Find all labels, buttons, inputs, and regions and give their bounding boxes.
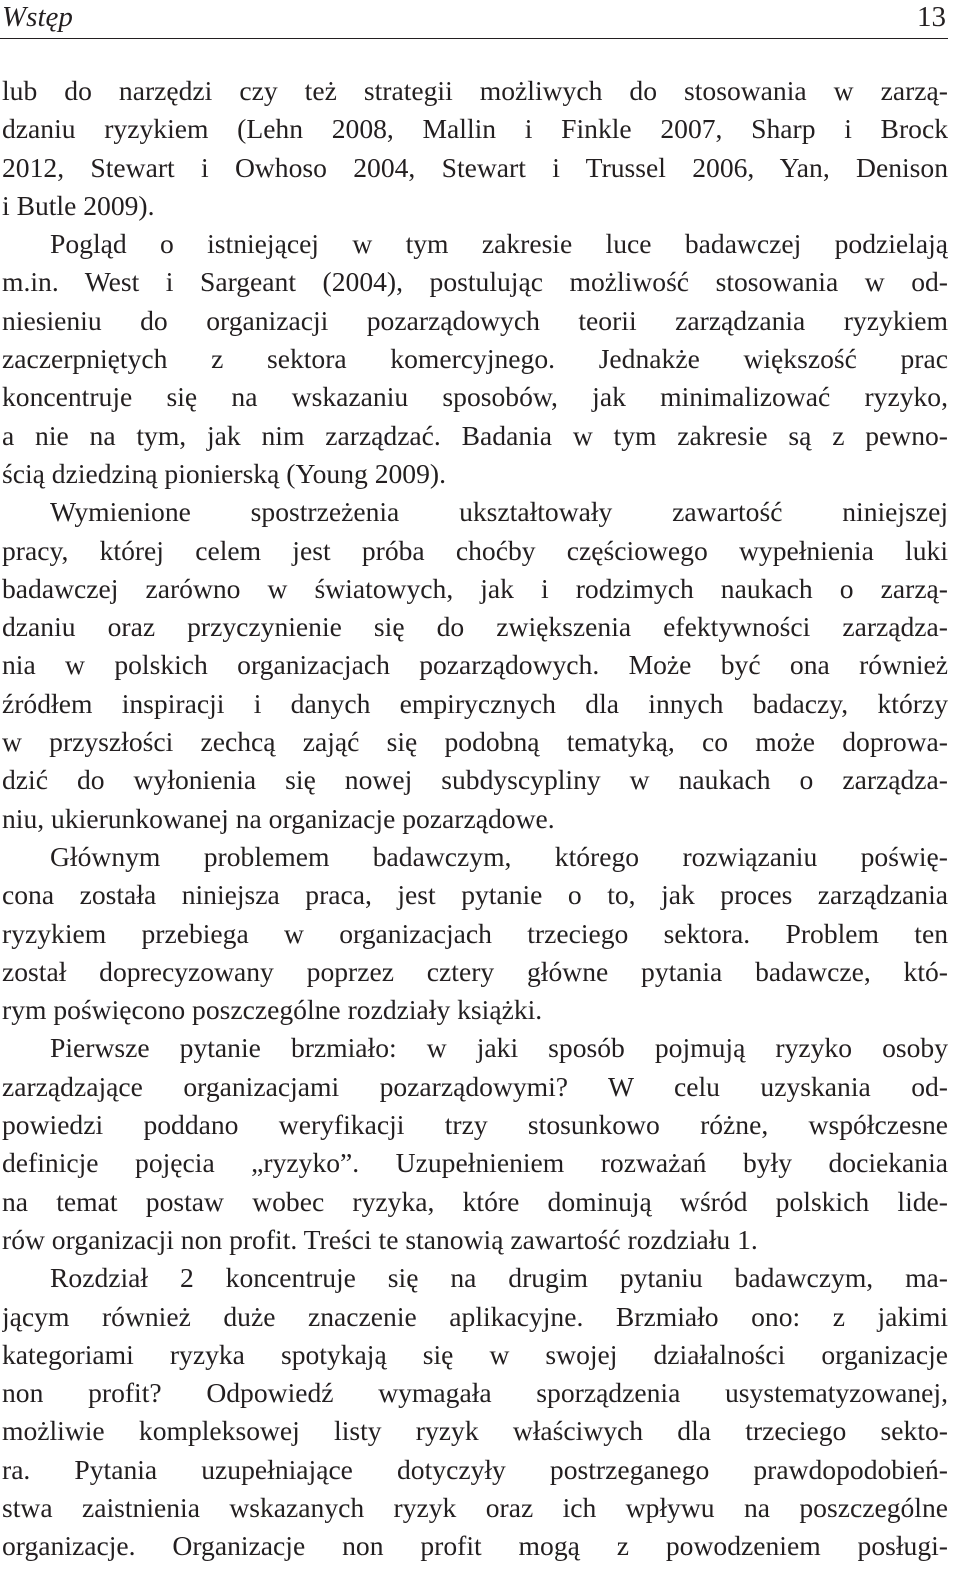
text-line: został doprecyzowany poprzez cztery główne pytania badawcze, któ- (2, 955, 948, 987)
text-line: organizacje. Organizacje non profit mogą z powodzeniem posługi- (2, 1530, 948, 1562)
text-line: ścią dziedziną pionierską (Young 2009). (2, 457, 446, 489)
body-text (2, 72, 948, 1566)
text-line: lub do narzędzi czy też strategii możliwych do stosowania w zarzą- (2, 75, 948, 106)
text-line: ra. Pytania uzupełniające dotyczyły postrzeganego prawdopodobień- (2, 1453, 948, 1485)
text-line: na temat postaw wobec ryzyka, które dominują wśród polskich lide- (2, 1185, 948, 1217)
text-line: m.in. West i Sargeant (2004), postulując możliwość stosowania w od- (2, 266, 948, 298)
text-line: i Butle 2009). (2, 189, 155, 221)
running-header (0, 0, 948, 39)
text-line: możliwie kompleksowej listy ryzyk właściwych dla trzeciego sekto- (2, 1415, 948, 1447)
text-line: rów organizacji non profit. Treści te stanowią zawartość rozdziału 1. (2, 1223, 758, 1255)
text-line: Wymienione spostrzeżenia ukształtowały zawartość niniejszej (50, 496, 948, 528)
text-line: jącym również duże znaczenie aplikacyjne. Brzmiało ono: z jakimi (2, 1300, 948, 1332)
text-line: kategoriami ryzyka spotykają się w swojej działalności organizacje (2, 1338, 948, 1370)
text-line: nia w polskich organizacjach pozarządowych. Może być ona również (2, 649, 948, 681)
text-line: cona została niniejsza praca, jest pytanie o to, jak proces zarządzania (2, 879, 948, 911)
text-line: 2012, Stewart i Owhoso 2004, Stewart i Trussel 2006, Yan, Denison (2, 151, 948, 183)
text-line: pracy, której celem jest próba choćby częściowego wypełnienia luki (2, 534, 948, 566)
text-line: niesieniu do organizacji pozarządowych teorii zarządzania ryzykiem (2, 304, 948, 336)
text-line: Pogląd o istniejącej w tym zakresie luce badawczej podzielają (50, 228, 948, 260)
text-line: Pierwsze pytanie brzmiało: w jaki sposób pojmują ryzyko osoby (50, 1032, 948, 1064)
text-line: non profit? Odpowiedź wymagała sporządzenia usystematyzowanej, (2, 1377, 948, 1409)
text-line: rym poświęcono poszczególne rozdziały książki. (2, 994, 543, 1026)
text-line: Rozdział 2 koncentruje się na drugim pytaniu badawczym, ma- (50, 1262, 948, 1294)
text-line: dzaniu oraz przyczynienie się do zwiększenia efektywności zarządza- (2, 611, 948, 643)
text-line: niu, ukierunkowanej na organizacje pozarządowe. (2, 802, 555, 834)
text-line: stwa zaistnienia wskazanych ryzyk oraz ich wpływu na poszczególne (2, 1491, 948, 1523)
text-line: definicje pojęcia „ryzyko”. Uzupełnieniem rozważań były dociekania (2, 1147, 948, 1179)
text-line: dzić do wyłonienia się nowej subdyscypliny w naukach o zarządza- (2, 764, 948, 796)
text-line: dzaniu ryzykiem (Lehn 2008, Mallin i Finkle 2007, Sharp i Brock (2, 113, 948, 145)
text-line: badawczej zarówno w światowych, jak i rodzimych naukach o zarzą- (2, 572, 948, 604)
chapter-title: Wstęp (2, 1, 73, 33)
text-line: koncentruje się na wskazaniu sposobów, jak minimalizować ryzyko, (2, 381, 948, 413)
text-line: powiedzi poddano weryfikacji trzy stosunkowo różne, współczesne (2, 1109, 948, 1141)
text-line: zarządzające organizacjami pozarządowymi? W celu uzyskania od- (2, 1070, 948, 1102)
text-line: ryzykiem przebiega w organizacjach trzeciego sektora. Problem ten (2, 917, 948, 949)
text-line: a nie na tym, jak nim zarządzać. Badania w tym zakresie są z pewno- (2, 419, 948, 451)
text-line: źródłem inspiracji i danych empirycznych dla innych badaczy, którzy (2, 687, 948, 719)
text-line: w przyszłości zechcą zająć się podobną tematyką, co może doprowa- (2, 726, 948, 758)
page-number: 13 (917, 1, 946, 33)
text-line: Głównym problemem badawczym, którego rozwiązaniu poświę- (50, 840, 948, 872)
text-line: zaczerpniętych z sektora komercyjnego. Jednakże większość prac (2, 343, 948, 375)
